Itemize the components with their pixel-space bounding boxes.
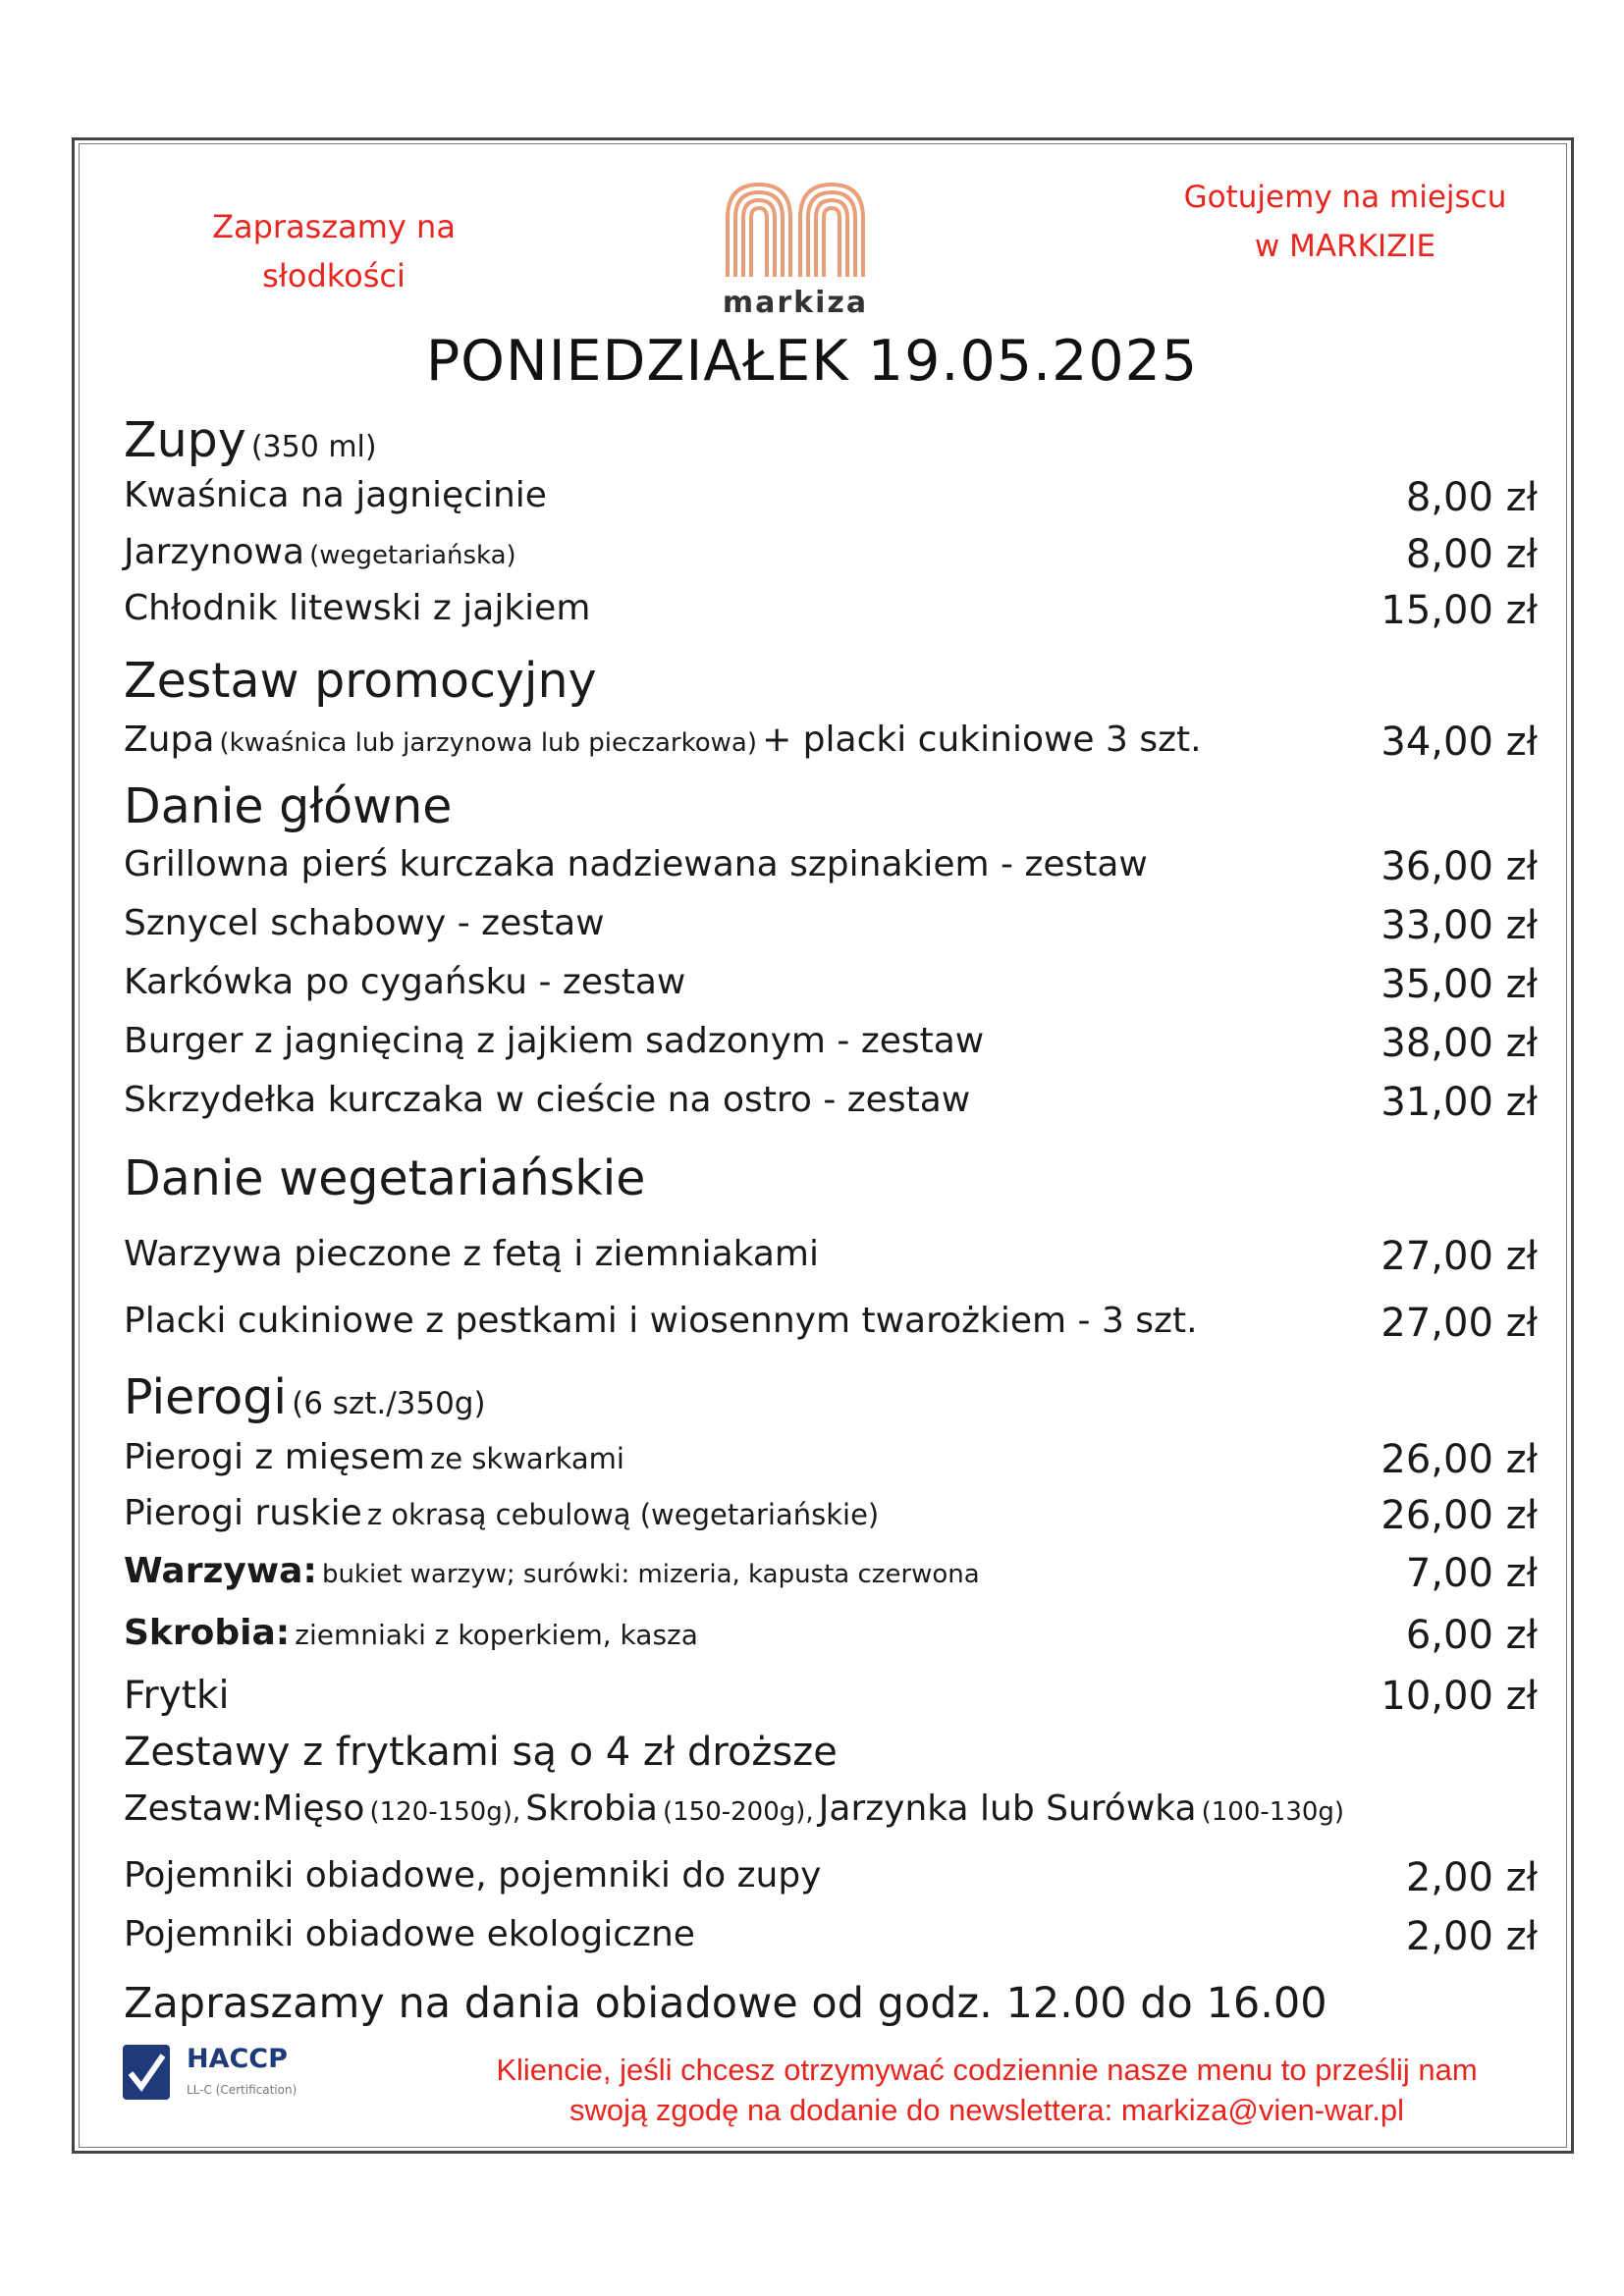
item-note: z okrasą cebulową (wegetariańskie) <box>366 1498 880 1531</box>
item-note: ze skwarkami <box>430 1442 624 1475</box>
haccp-check-icon <box>122 2044 171 2101</box>
menu-item <box>124 1080 1538 1125</box>
item-name: Kwaśnica na jagnięcinie <box>124 475 547 515</box>
set-prefix: Zestaw:Mięso <box>124 1789 365 1829</box>
opening-hours-text: Zapraszamy na dania obiadowe od godz. 12.00 do 16.00 <box>124 1979 1327 2028</box>
newsletter-note <box>442 2050 1532 2130</box>
menu-item <box>124 1914 1538 1959</box>
item-name: Pierogi z mięsem <box>124 1437 425 1477</box>
item-name: Placki cukiniowe z pestkami i wiosennym twarożkiem - 3 szt. <box>124 1301 1198 1341</box>
set-meat-note: (120-150g), <box>369 1797 521 1827</box>
vegetables-price: 7,00 zł <box>1405 1551 1538 1596</box>
promo-heading <box>124 653 1538 709</box>
starch-note: ziemniaki z koperkiem, kasza <box>295 1619 698 1651</box>
item-name: Sznycel schabowy - zestaw <box>124 903 605 943</box>
starch-label: Skrobia: <box>124 1613 291 1653</box>
cooking-note <box>1129 173 1561 271</box>
vegetarian-heading <box>124 1150 1538 1206</box>
item-price: 2,00 zł <box>1405 1855 1538 1900</box>
starch-price: 6,00 zł <box>1405 1613 1538 1658</box>
menu-item <box>124 532 1538 577</box>
opening-hours <box>124 1979 1538 2028</box>
item-price: 33,00 zł <box>1380 903 1538 948</box>
set-starch: Skrobia <box>525 1789 658 1829</box>
promo-item-prefix: Zupa <box>124 720 215 760</box>
haccp-title: HACCP <box>187 2044 288 2074</box>
vegetables-note: bukiet warzyw; surówki: mizeria, kapusta czerwona <box>321 1560 980 1589</box>
set-info <box>124 1789 1538 1829</box>
fries-price: 10,00 zł <box>1380 1674 1538 1719</box>
sweets-note <box>157 202 511 300</box>
item-name: Pierogi ruskie <box>124 1493 362 1533</box>
soups-heading-text: Zupy <box>124 412 246 468</box>
menu-item <box>124 1437 1538 1482</box>
item-name: Skrzydełka kurczaka w cieście na ostro - zestaw <box>124 1080 971 1120</box>
menu-item <box>124 1301 1538 1346</box>
item-price: 38,00 zł <box>1380 1021 1538 1066</box>
item-price: 36,00 zł <box>1380 844 1538 889</box>
vegetarian-heading-text: Danie wegetariańskie <box>124 1150 646 1206</box>
set-starch-note: (150-200g), <box>662 1797 814 1827</box>
fries-row <box>124 1674 1538 1718</box>
menu-item <box>124 844 1538 889</box>
mains-heading <box>124 778 1538 834</box>
promo-price: 34,00 zł <box>1380 720 1538 765</box>
menu-item <box>124 475 1538 520</box>
item-name: Pojemniki obiadowe, pojemniki do zupy <box>124 1855 822 1896</box>
promo-item <box>124 720 1538 765</box>
set-veg: Jarzynka lub Surówka <box>818 1789 1197 1829</box>
fries-label: Frytki <box>124 1674 230 1718</box>
starch-row <box>124 1613 1538 1658</box>
menu-item <box>124 1234 1538 1279</box>
item-price: 27,00 zł <box>1380 1234 1538 1279</box>
promo-item-suffix: + placki cukiniowe 3 szt. <box>762 720 1202 760</box>
item-price: 8,00 zł <box>1405 532 1538 577</box>
menu-item <box>124 1855 1538 1900</box>
newsletter-line1: Kliencie, jeśli chcesz otrzymywać codziennie nasze menu to prześlij nam <box>496 2053 1478 2087</box>
soups-heading <box>124 412 1538 468</box>
item-price: 2,00 zł <box>1405 1914 1538 1959</box>
sweets-note-line2: słodkości <box>262 257 406 294</box>
mains-heading-text: Danie główne <box>124 778 453 834</box>
menu-item <box>124 1493 1538 1538</box>
menu-item <box>124 588 1538 633</box>
promo-heading-text: Zestaw promocyjny <box>124 653 597 709</box>
fries-info-text: Zestawy z frytkami są o 4 zł droższe <box>124 1730 838 1775</box>
item-name: Burger z jagnięciną z jajkiem sadzonym - zestaw <box>124 1021 985 1061</box>
item-price: 26,00 zł <box>1380 1437 1538 1482</box>
pierogi-heading-note: (6 szt./350g) <box>292 1386 486 1421</box>
promo-item-note: (kwaśnica lub jarzynowa lub pieczarkowa) <box>219 728 757 758</box>
cooking-note-line1: Gotujemy na miejscu <box>1183 180 1507 215</box>
vegetables-row <box>124 1551 1538 1596</box>
item-price: 15,00 zł <box>1380 588 1538 633</box>
fries-info <box>124 1730 1538 1775</box>
item-price: 26,00 zł <box>1380 1493 1538 1538</box>
cooking-note-line2: w MARKIZIE <box>1254 229 1436 264</box>
markiza-logo <box>717 179 874 320</box>
menu-item <box>124 962 1538 1007</box>
pierogi-heading-text: Pierogi <box>124 1369 287 1425</box>
item-price: 8,00 zł <box>1405 475 1538 520</box>
pierogi-heading <box>124 1369 1538 1425</box>
soups-heading-note: (350 ml) <box>250 430 377 464</box>
logo-text: markiza <box>722 286 869 320</box>
haccp-badge <box>122 2044 328 2103</box>
item-price: 35,00 zł <box>1380 962 1538 1007</box>
item-name: Grillowna pierś kurczaka nadziewana szpinakiem - zestaw <box>124 844 1148 884</box>
item-price: 31,00 zł <box>1380 1080 1538 1125</box>
item-name: Warzywa pieczone z fetą i ziemniakami <box>124 1234 819 1274</box>
item-name: Pojemniki obiadowe ekologiczne <box>124 1914 695 1954</box>
item-name: Karkówka po cygańsku - zestaw <box>124 962 686 1002</box>
markiza-logo-icon <box>722 179 869 282</box>
item-note: (wegetariańska) <box>309 541 516 570</box>
page-title: PONIEDZIAŁEK 19.05.2025 <box>425 329 1199 394</box>
sweets-note-line1: Zapraszamy na <box>212 208 456 245</box>
menu-item <box>124 903 1538 948</box>
item-name: Chłodnik litewski z jajkiem <box>124 588 591 628</box>
haccp-subtitle: LL-C (Certification) <box>187 2083 298 2097</box>
menu-item <box>124 1021 1538 1066</box>
newsletter-line2: swoją zgodę na dodanie do newslettera: markiza@vien-war.pl <box>569 2093 1404 2127</box>
item-price: 27,00 zł <box>1380 1301 1538 1346</box>
vegetables-label: Warzywa: <box>124 1551 317 1591</box>
set-veg-note: (100-130g) <box>1201 1797 1345 1827</box>
item-name: Jarzynowa <box>124 532 305 572</box>
